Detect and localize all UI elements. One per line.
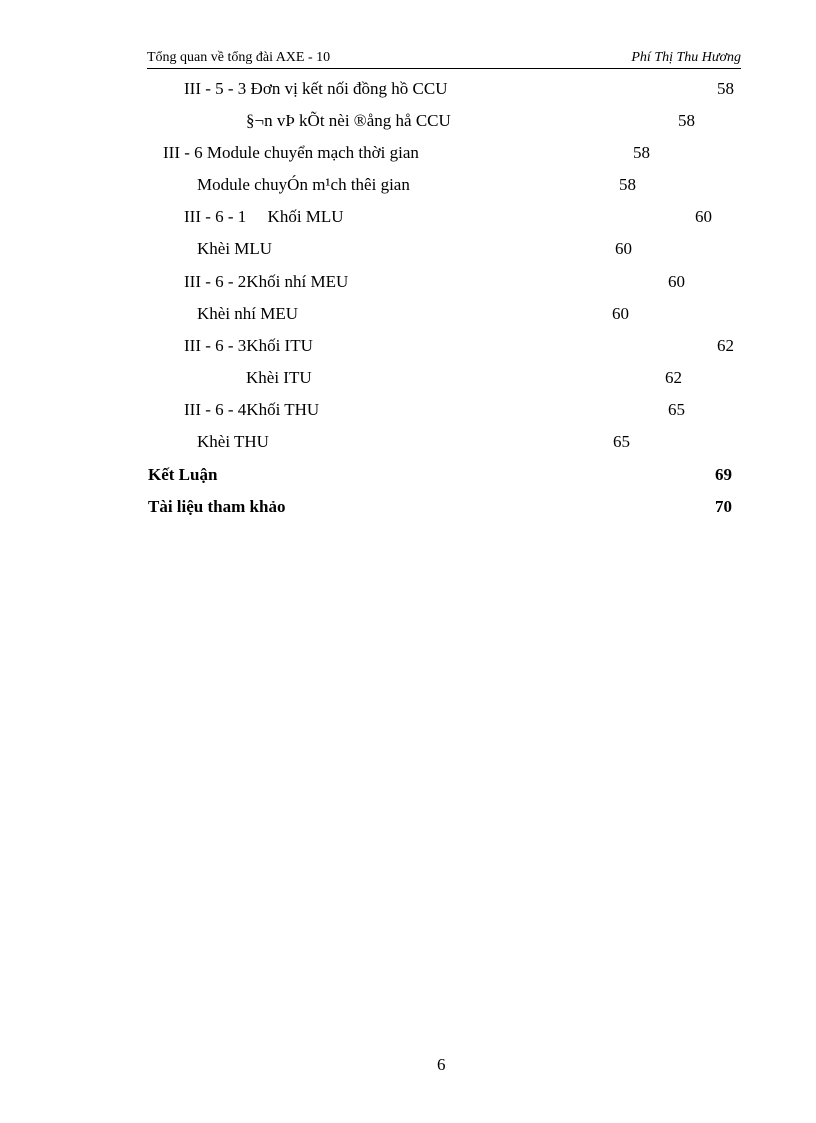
- toc-entry-page: 62: [717, 336, 734, 355]
- toc-entry-text[interactable]: III - 6 - 2Khối nhí MEU: [184, 272, 349, 291]
- toc-entry-page: 70: [715, 497, 732, 516]
- toc-entry-page: 69: [715, 465, 732, 484]
- toc-entry-text[interactable]: Tài liệu tham khảo: [148, 497, 286, 516]
- toc-entry-text[interactable]: Khèi THU: [197, 432, 269, 451]
- toc-entry-text[interactable]: III - 6 - 3Khối ITU: [184, 336, 313, 355]
- toc-entry-page: 60: [668, 272, 685, 291]
- page-number: 6: [437, 1055, 446, 1074]
- toc-entry-page: 58: [717, 79, 734, 98]
- toc-entry-text[interactable]: Kết Luận: [148, 465, 218, 484]
- toc-entry-page: 58: [678, 111, 695, 130]
- toc-entry-text[interactable]: Khèi nhí MEU: [197, 304, 299, 323]
- toc-entry-text[interactable]: III - 6 Module chuyển mạch thời gian: [163, 143, 419, 162]
- toc-entry-text[interactable]: Module chuyÓn m¹ch thêi gian: [197, 175, 410, 194]
- toc-entry-text[interactable]: §¬n vÞ kÕt nèi ®ång hå CCU: [246, 111, 451, 130]
- toc-entry-text[interactable]: III - 6 - 1 Khối MLU: [184, 207, 344, 226]
- toc-entry-page: 58: [619, 175, 636, 194]
- toc-entry-text[interactable]: III - 6 - 4Khối THU: [184, 400, 320, 419]
- toc-entry-page: 60: [695, 207, 712, 226]
- toc-entry-text[interactable]: III - 5 - 3 Đơn vị kết nối đồng hồ CCU: [184, 79, 448, 98]
- toc-entry-page: 58: [633, 143, 650, 162]
- toc-entry-page: 60: [612, 304, 629, 323]
- page-header: [147, 50, 741, 69]
- toc-entry-text[interactable]: Khèi MLU: [197, 239, 273, 258]
- toc-entry-page: 65: [613, 432, 630, 451]
- toc-entry-page: 62: [665, 368, 682, 387]
- toc-entry-page: 60: [615, 239, 632, 258]
- header-author: Phí Thị Thu Hương: [631, 50, 741, 65]
- toc-entry-page: 65: [668, 400, 685, 419]
- header-title: Tổng quan về tổng đài AXE - 10: [147, 50, 331, 65]
- toc-entry-text[interactable]: Khèi ITU: [246, 368, 312, 387]
